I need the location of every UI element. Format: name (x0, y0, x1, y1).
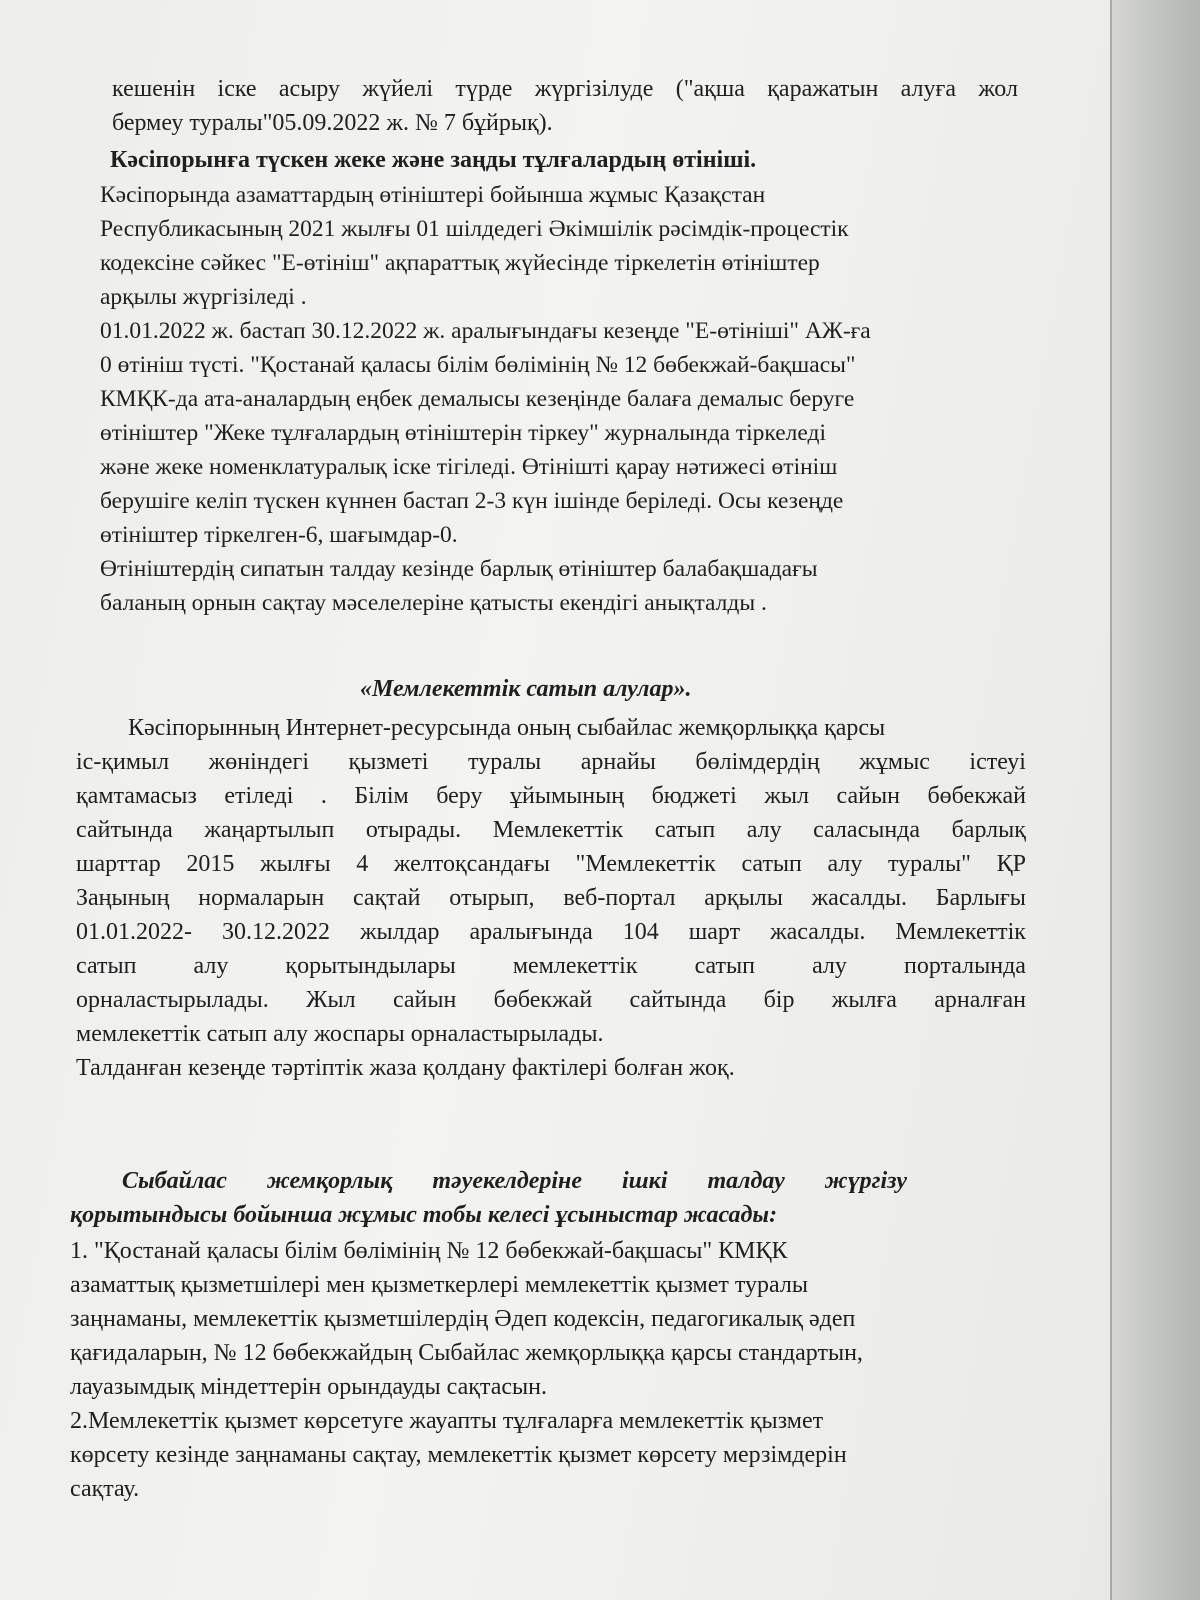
section-intro (112, 72, 1018, 140)
text-line: және жеке номенклатуралық іске тігіледі. Өтінішті қарау нәтижесі өтініш (100, 454, 838, 480)
list-item: сақтау. (70, 1476, 140, 1502)
text-line: кодексіне сәйкес "Е-өтініш" ақпараттық жүйесінде тіркелетін өтініштер (100, 250, 820, 276)
text-line: кешенін іске асыру жүйелі түрде жүргізілуде ("ақша қаражатын алуға жол (112, 76, 1018, 102)
text-line: арқылы жүргізіледі . (100, 284, 307, 310)
text-line: сайтында жаңартылып отырады. Мемлекеттік сатып алу саласында барлық (76, 817, 1026, 843)
text-line: Талданған кезеңде тәртіптік жаза қолдану фактілері болған жоқ. (76, 1055, 735, 1081)
text-line: іс-қимыл жөніндегі қызметі туралы арнайы бөлімдердің жұмыс істеуі (76, 749, 1026, 775)
heading-text-line: қорытындысы бойынша жұмыс тобы келесі ұсыныстар жасады: (70, 1202, 778, 1228)
list-item: көрсету кезінде заңнаманы сақтау, мемлекеттік қызмет көрсету мерзімдерін (70, 1442, 847, 1468)
text-line: сатып алу қорытындылары мемлекеттік сатып алу порталында (76, 953, 1026, 979)
text-line: Республикасының 2021 жылғы 01 шілдедегі Әкімшілік рәсімдік-процестік (100, 216, 849, 242)
section-procurement-body (76, 711, 1026, 1085)
text-line: 0 өтініш түсті. "Қостанай қаласы білім бөлімінің № 12 бөбекжай-бақшасы" (100, 352, 856, 378)
text-line: 01.01.2022 ж. бастап 30.12.2022 ж. аралығындағы кезеңде "Е-өтініші" АЖ-ға (100, 318, 871, 344)
section-recommendations-body (70, 1234, 1030, 1506)
list-item: 2.Мемлекеттік қызмет көрсетуге жауапты тұлғаларға мемлекеттік қызмет (70, 1408, 824, 1434)
section-heading-applications (110, 143, 1010, 177)
text-line: қамтамасыз етіледі . Білім беру ұйымының бюджеті жыл сайын бөбекжай (76, 783, 1026, 809)
text-line: Кәсіпорында азаматтардың өтініштері бойынша жұмыс Қазақстан (100, 182, 766, 208)
adjacent-page-edge (1110, 0, 1200, 1600)
text-line: өтініштер "Жеке тұлғалардың өтініштерін тіркеу" журналында тіркеледі (100, 420, 826, 446)
text-line: өтініштер тіркелген-6, шағымдар-0. (100, 522, 458, 548)
text-line: мемлекеттік сатып алу жоспары орналастырылады. (76, 1021, 604, 1047)
text-line: шарттар 2015 жылғы 4 желтоқсандағы "Мемлекеттік сатып алу туралы" ҚР (76, 851, 1026, 877)
list-item: 1. "Қостанай қаласы білім бөлімінің № 12 бөбекжай-бақшасы" КМҚК (70, 1238, 788, 1264)
text-line: КМҚК-да ата-аналардың еңбек демалысы кезеңінде балаға демалыс беруге (100, 386, 855, 412)
section-heading-procurement: «Мемлекеттік сатып алулар». (360, 676, 692, 702)
list-item: заңнаманы, мемлекеттік қызметшілердің Әдеп кодексін, педагогикалық әдеп (70, 1306, 856, 1332)
heading-text: Кәсіпорынға түскен жеке және заңды тұлғалардың өтініші. (110, 147, 757, 173)
text-line: Кәсіпорынның Интернет-ресурсында оның сыбайлас жемқорлыққа қарсы (128, 715, 886, 741)
list-item: лауазымдық міндеттерін орындауды сақтасын. (70, 1374, 547, 1400)
section-applications-body (100, 178, 1010, 620)
heading-text-line: Сыбайлас жемқорлық тәуекелдеріне ішкі талдау жүргізу (122, 1168, 907, 1194)
text-line: берушіге келіп түскен күннен бастап 2-3 күн ішінде беріледі. Осы кезеңде (100, 488, 844, 514)
section-heading-recommendations (70, 1164, 1030, 1232)
list-item: азаматтық қызметшілері мен қызметкерлері мемлекеттік қызмет туралы (70, 1272, 808, 1298)
text-line: орналастырылады. Жыл сайын бөбекжай сайтында бір жылға арналған (76, 987, 1026, 1013)
list-item: қағидаларын, № 12 бөбекжайдың Сыбайлас жемқорлыққа қарсы стандартын, (70, 1340, 863, 1366)
text-line: баланың орнын сақтау мәселелеріне қатысты екендігі анықталды . (100, 590, 767, 616)
page-edge-divider (1110, 0, 1112, 1600)
text-line: Өтініштердің сипатын талдау кезінде барлық өтініштер балабақшадағы (100, 556, 818, 582)
text-line: Заңының нормаларын сақтай отырып, веб-портал арқылы жасалды. Барлығы (76, 885, 1026, 911)
text-line: бермеу туралы"05.09.2022 ж. № 7 бұйрық). (112, 110, 553, 136)
text-line: 01.01.2022- 30.12.2022 жылдар аралығында 104 шарт жасалды. Мемлекеттік (76, 919, 1026, 945)
